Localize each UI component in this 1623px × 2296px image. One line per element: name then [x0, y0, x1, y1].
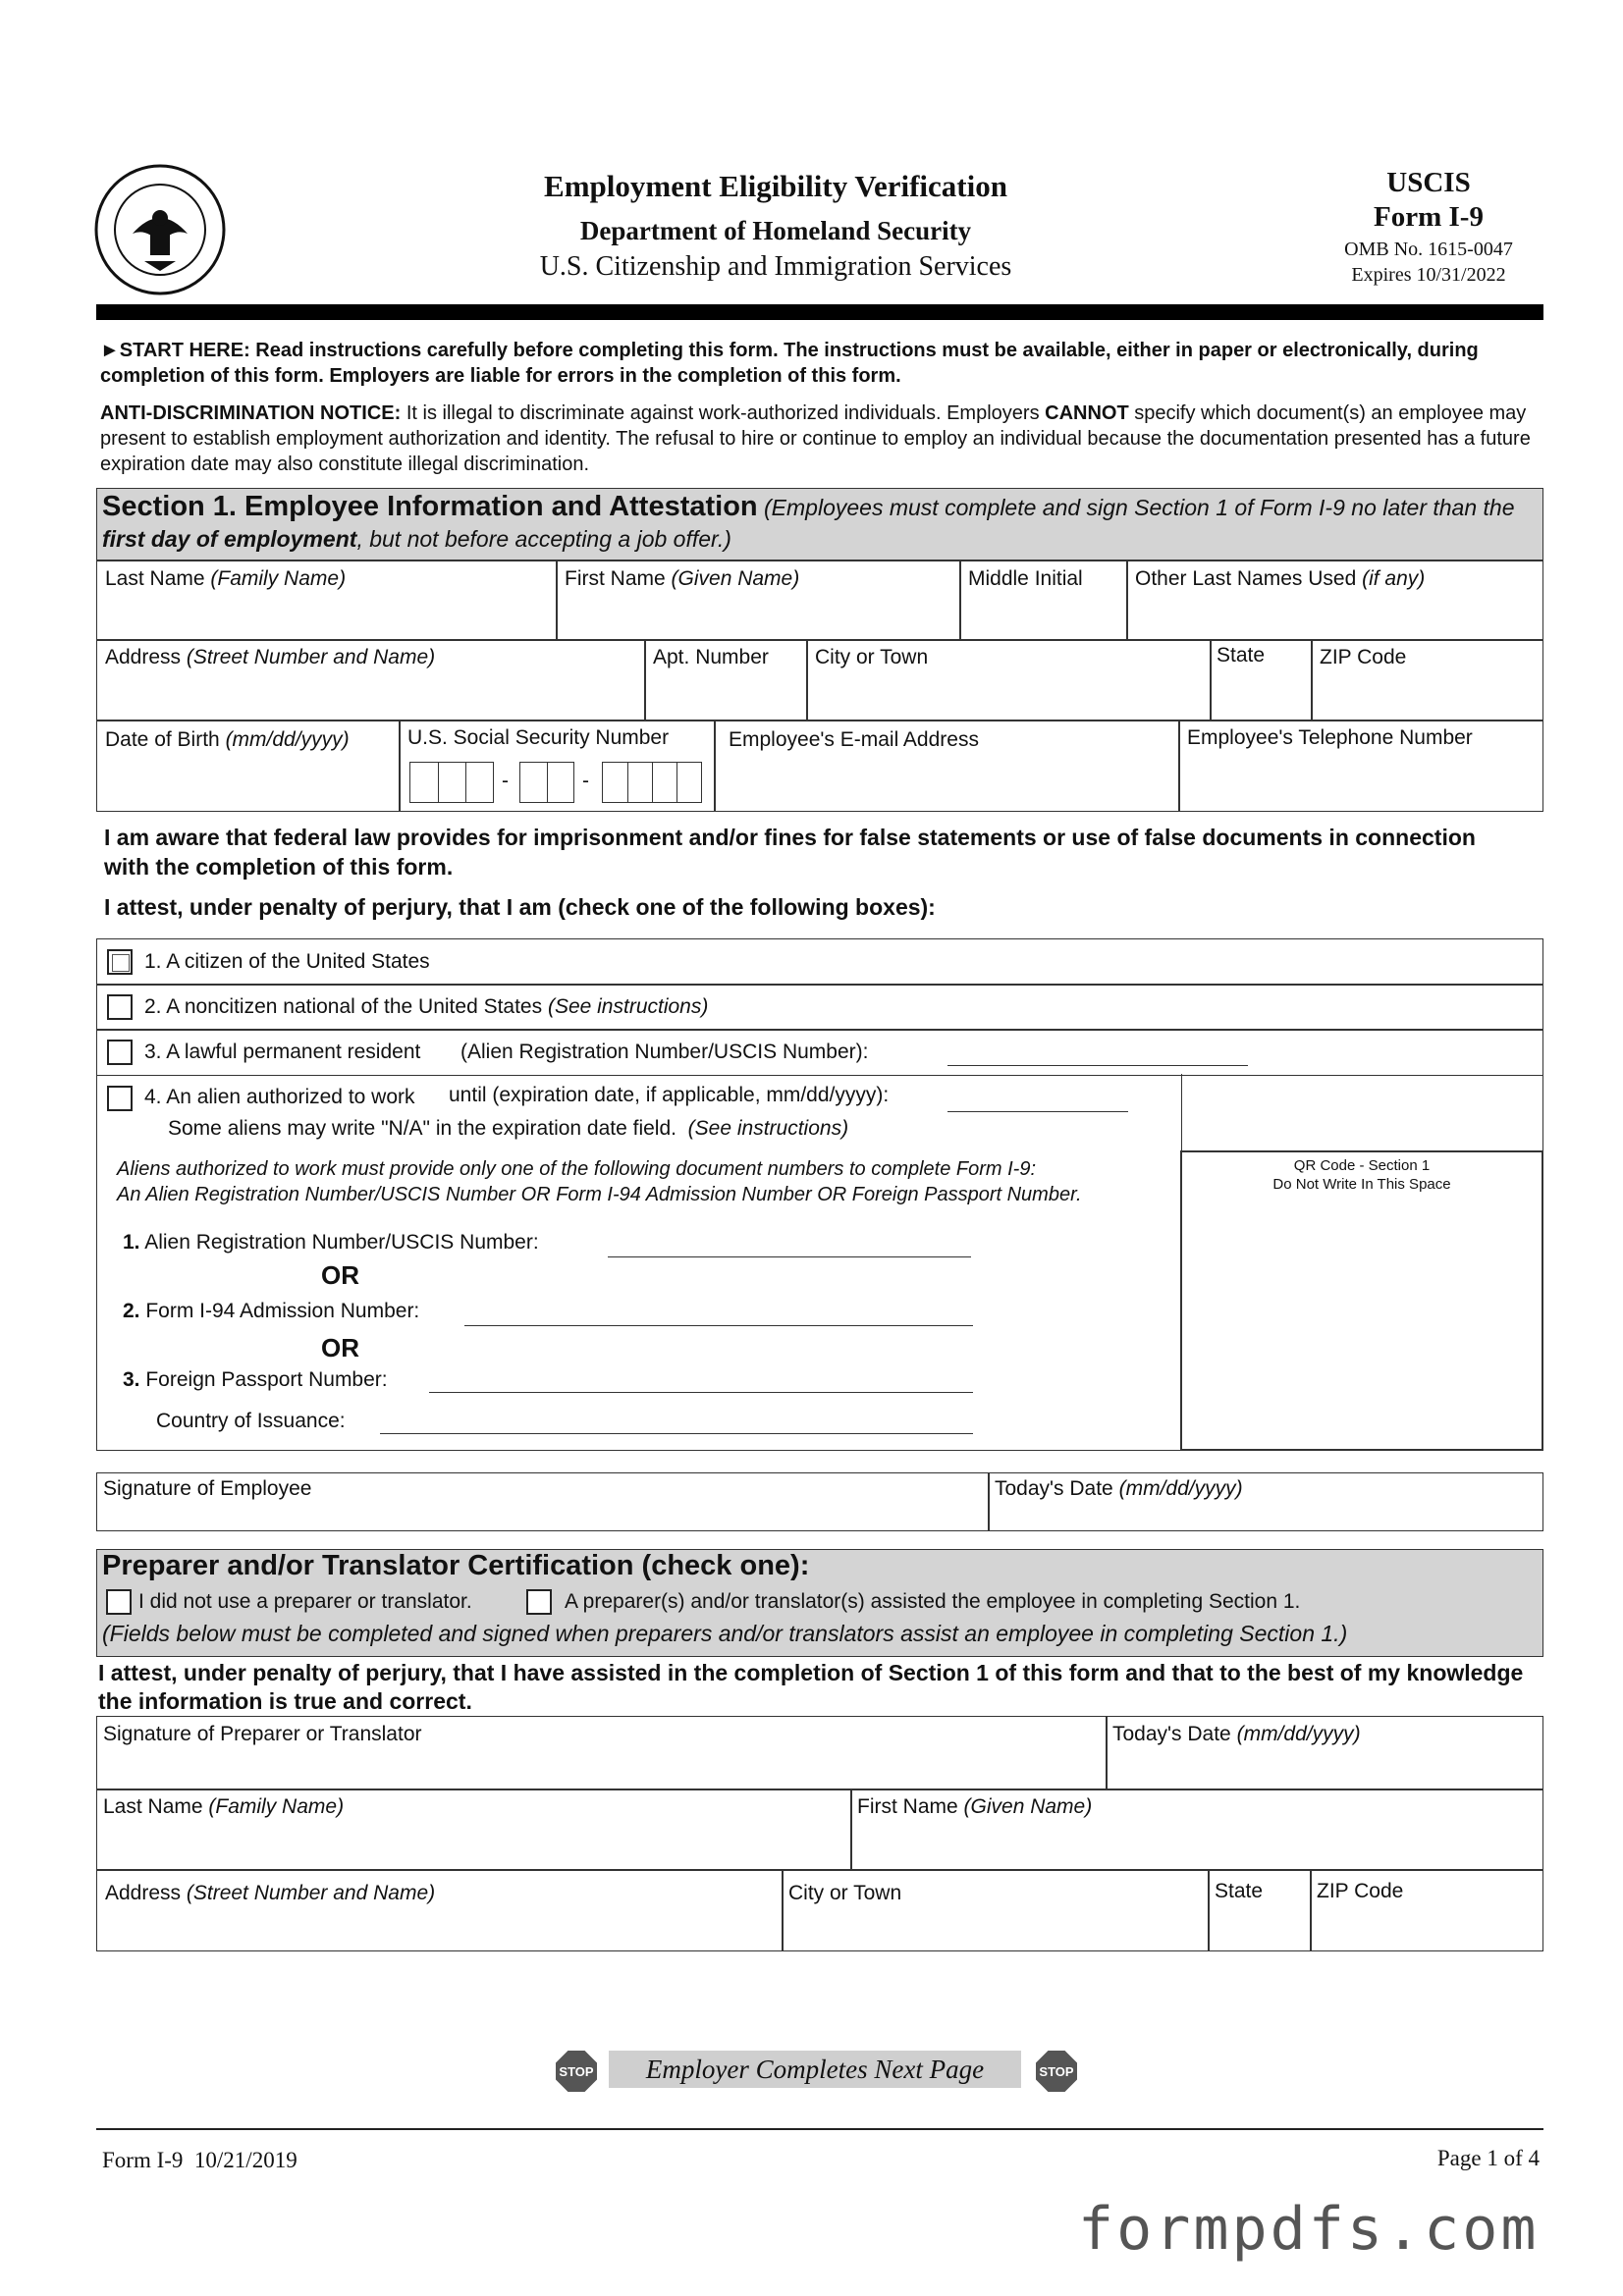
zip-field[interactable]: [1311, 639, 1543, 721]
department: Department of Homeland Security: [579, 216, 972, 245]
no-preparer-label: I did not use a preparer or translator.: [138, 1590, 472, 1613]
ssn-dash-2: -: [582, 770, 589, 792]
state-label: State: [1217, 644, 1266, 667]
section1-subtitle-c: , but not before accepting a job offer.): [356, 526, 731, 552]
other-names-label: Other Last Names Used (if any): [1135, 567, 1426, 590]
section1-title: Section 1. Employee Information and Attestation: [102, 491, 758, 522]
noncitizen-national-checkbox[interactable]: [107, 994, 133, 1020]
first-name-label: First Name (Given Name): [565, 567, 800, 590]
address-label: Address (Street Number and Name): [105, 646, 436, 668]
ssn-part1[interactable]: [409, 762, 494, 803]
doc3-label: 3. Foreign Passport Number:: [123, 1368, 388, 1391]
option3-row: [96, 1029, 1543, 1076]
or-divider-2: OR: [321, 1333, 359, 1362]
preparer-note: (Fields below must be completed and signed when preparers and/or translators assist an employee in completing Section 1.): [102, 1621, 1348, 1646]
preparer-attest: I attest, under penalty of perjury, that I have assisted in the completion of Section 1 of this form and that to the best of my knowledge the information is true and correct.: [98, 1660, 1524, 1714]
expiration: Expires 10/31/2022: [1351, 264, 1506, 286]
middle-initial-label: Middle Initial: [968, 567, 1083, 590]
city-field[interactable]: [806, 639, 1212, 721]
email-field[interactable]: [714, 720, 1180, 812]
preparer-city-field[interactable]: [782, 1869, 1210, 1951]
alien-registration-input[interactable]: [947, 1065, 1248, 1066]
preparer-state-label: State: [1215, 1880, 1264, 1902]
preparer-first-name-field[interactable]: [850, 1789, 1543, 1871]
employer-next-page-banner: Employer Completes Next Page: [609, 2051, 1021, 2088]
section1-subtitle-b: first day of employment: [102, 526, 357, 552]
awareness-statement: I am aware that federal law provides for imprisonment and/or fines for false statements or use of false documents in connection with the completion of this form.: [104, 825, 1476, 880]
option4-block: [96, 1074, 1182, 1451]
last-name-label: Last Name (Family Name): [105, 567, 347, 590]
phone-label: Employee's Telephone Number: [1187, 726, 1473, 749]
preparer-used-label: A preparer(s) and/or translator(s) assisted the employee in completing Section 1.: [565, 1590, 1301, 1613]
aliens-instructions: [117, 1156, 1082, 1207]
form-number: Form I-9: [1374, 201, 1484, 233]
option2-row: [96, 984, 1543, 1031]
anti-cannot: CANNOT: [1045, 402, 1129, 424]
apt-number-field[interactable]: [644, 639, 808, 721]
section1-header: [96, 488, 1543, 561]
preparer-state-field[interactable]: [1208, 1869, 1312, 1951]
watermark: formpdfs.com: [1078, 2195, 1540, 2264]
alien-authorized-checkbox[interactable]: [107, 1086, 133, 1111]
anti-text-2: specify which document(s) an employee may present to establish employment authorization and identity. The refusal to hire or continue to employ an individual because the documentation presented has a future expiration date may also constitute illegal discrimination.: [100, 402, 1531, 475]
option4-right-top: [1180, 1074, 1543, 1152]
preparer-first-name-label: First Name (Given Name): [857, 1795, 1093, 1818]
page-number: Page 1 of 4: [1436, 2146, 1540, 2170]
preparer-zip-label: ZIP Code: [1317, 1880, 1404, 1902]
preparer-signature-label: Signature of Preparer or Translator: [103, 1723, 422, 1745]
omb-number: OMB No. 1615-0047: [1344, 239, 1513, 260]
employee-date-field[interactable]: [988, 1472, 1543, 1531]
preparer-address-label: Address (Street Number and Name): [105, 1882, 436, 1904]
first-name-field[interactable]: [556, 561, 961, 641]
qr-label-2: Do Not Write In This Space: [1272, 1176, 1451, 1193]
stop-text-left: STOP: [559, 2064, 594, 2079]
middle-initial-field[interactable]: [959, 561, 1128, 641]
preparer-zip-field[interactable]: [1310, 1869, 1543, 1951]
dhs-seal: [93, 163, 227, 296]
preparer-last-name-field[interactable]: [96, 1789, 852, 1871]
state-field[interactable]: [1210, 639, 1313, 721]
email-label: Employee's E-mail Address: [729, 728, 979, 751]
form-title: Employment Eligibility Verification: [544, 169, 1007, 203]
stop-sign-icon: [1034, 2049, 1079, 2094]
country-label: Country of Issuance:: [156, 1410, 346, 1432]
preparer-date-field[interactable]: [1106, 1716, 1543, 1790]
employee-date-label: Today's Date (mm/dd/yyyy): [995, 1477, 1243, 1500]
alien-number-input[interactable]: [608, 1256, 971, 1257]
dob-label: Date of Birth (mm/dd/yyyy): [105, 728, 350, 751]
ssn-part3[interactable]: [602, 762, 702, 803]
agency: U.S. Citizenship and Immigration Services: [539, 251, 1012, 282]
citizen-checkbox[interactable]: [107, 949, 133, 975]
option4-label: 4. An alien authorized to work: [144, 1086, 415, 1108]
option3-sublabel: (Alien Registration Number/USCIS Number):: [460, 1041, 869, 1063]
stop-text-right: STOP: [1039, 2064, 1074, 2079]
section1-subtitle-a: (Employees must complete and sign Section 1 of Form I-9 no later than the: [757, 495, 1515, 520]
preparer-used-checkbox[interactable]: [526, 1589, 552, 1615]
option3-label: 3. A lawful permanent resident: [144, 1041, 421, 1063]
option1-label: 1. A citizen of the United States: [144, 950, 430, 973]
doc2-label: 2. Form I-94 Admission Number:: [123, 1300, 420, 1322]
aliens-instructions-1: Aliens authorized to work must provide only one of the following document numbers to complete Form I-9:: [117, 1158, 1037, 1180]
preparer-address-field[interactable]: [96, 1869, 784, 1951]
start-here-notice: ►START HERE: Read instructions carefully before completing this form. The instructions must be available, either in paper or electronically, during completion of this form. Employers are liable for errors in the completion of this form.: [100, 340, 1479, 387]
ssn-field: [399, 720, 716, 812]
option2-label: 2. A noncitizen national of the United States (See instructions): [144, 995, 709, 1018]
ssn-part2[interactable]: [519, 762, 574, 803]
doc1-label: 1. Alien Registration Number/USCIS Number:: [123, 1231, 539, 1254]
country-input[interactable]: [380, 1433, 973, 1434]
no-preparer-checkbox[interactable]: [106, 1589, 132, 1615]
zip-label: ZIP Code: [1320, 646, 1407, 668]
ssn-dash-1: -: [502, 770, 509, 792]
other-names-field[interactable]: [1126, 561, 1543, 641]
form-edition: Form I-9 10/21/2019: [102, 2148, 298, 2172]
stop-sign-icon: [554, 2049, 599, 2094]
apt-number-label: Apt. Number: [653, 646, 769, 668]
expiration-date-input[interactable]: [947, 1111, 1128, 1112]
preparer-title: Preparer and/or Translator Certification (check one):: [102, 1550, 810, 1581]
qr-label-1: QR Code - Section 1: [1293, 1157, 1431, 1174]
permanent-resident-checkbox[interactable]: [107, 1040, 133, 1065]
employee-signature-label: Signature of Employee: [103, 1477, 312, 1500]
employee-signature-field[interactable]: [96, 1472, 990, 1531]
preparer-date-label: Today's Date (mm/dd/yyyy): [1112, 1723, 1361, 1745]
aliens-instructions-2: An Alien Registration Number/USCIS Number OR Form I-94 Admission Number OR Foreign Passport Number.: [117, 1184, 1082, 1205]
last-name-field[interactable]: [96, 561, 558, 641]
anti-text-1: It is illegal to discriminate against work-authorized individuals. Employers: [401, 402, 1046, 424]
ssn-label: U.S. Social Security Number: [407, 726, 670, 749]
preparer-signature-field[interactable]: [96, 1716, 1108, 1790]
attest-statement: I attest, under penalty of perjury, that I am (check one of the following boxes):: [104, 894, 936, 920]
anti-discrimination-heading: ANTI-DISCRIMINATION NOTICE:: [100, 402, 402, 424]
anti-discrimination-notice: [100, 400, 1543, 477]
qr-code-area: [1180, 1150, 1543, 1451]
footer-rule: [96, 2128, 1543, 2130]
stop-sign-right: [1034, 2049, 1079, 2094]
i94-number-input[interactable]: [464, 1325, 973, 1326]
header-rule: [96, 304, 1543, 320]
uscis-label: USCIS: [1386, 167, 1471, 198]
city-label: City or Town: [815, 646, 929, 668]
preparer-header: [96, 1549, 1543, 1657]
preparer-last-name-label: Last Name (Family Name): [103, 1795, 345, 1818]
option1-row: [96, 938, 1543, 986]
preparer-city-label: City or Town: [788, 1882, 902, 1904]
address-field[interactable]: [96, 639, 646, 721]
or-divider-1: OR: [321, 1260, 359, 1290]
dob-field[interactable]: [96, 720, 401, 812]
phone-field[interactable]: [1178, 720, 1543, 812]
stop-sign-left: [554, 2049, 599, 2094]
dhs-seal-icon: [93, 163, 227, 296]
passport-number-input[interactable]: [429, 1392, 973, 1393]
option4-note: Some aliens may write "N/A" in the expiration date field. (See instructions): [168, 1117, 849, 1140]
option4-sublabel: until (expiration date, if applicable, mm/dd/yyyy):: [449, 1084, 890, 1106]
section1-header-text: [102, 491, 1536, 555]
